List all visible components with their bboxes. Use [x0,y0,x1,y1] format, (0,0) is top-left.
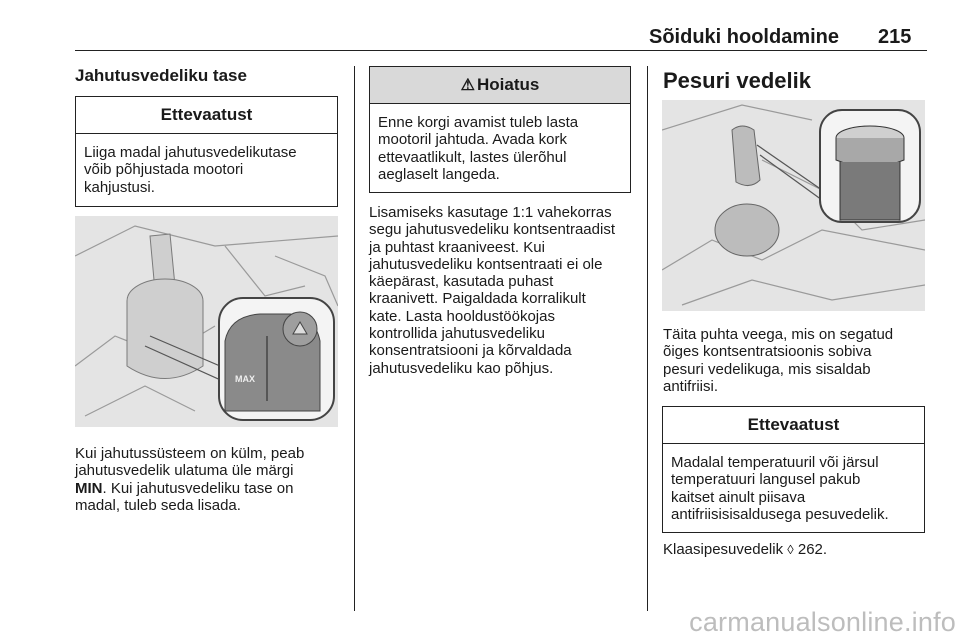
coolant-paragraph [75,445,345,514]
washer-reservoir-illustration [662,100,925,311]
paragraph-line: kraanivett. Paigaldada korralikult [369,290,586,308]
caution-text [663,444,924,533]
warning-line: Enne korgi avamist tuleb lasta [378,114,579,131]
caution-title: Ettevaatust [76,97,337,134]
paragraph-line: konsentratsiooni ja kõrvaldada [369,342,572,360]
reference-text: Klaasipesuvedelik [663,541,784,558]
chapter-title: Sõiduki hooldamine [648,26,839,48]
paragraph-line: jahutusvedeliku kontsentraati ei ole [369,255,603,273]
paragraph-line: Lisamiseks kasutage 1:1 vahekorras [369,204,612,221]
washer-paragraph [663,326,933,395]
max-mark-label: MAX [235,374,255,384]
caution-line: temperatuuri langusel pakub [671,471,861,489]
paragraph-line-rest: . Kui jahutusvedeliku tase on [102,479,294,497]
page-number: 215 [878,26,912,48]
warning-box [369,66,631,193]
paragraph-line: kate. Lasta hooldustöökojas [369,307,555,325]
paragraph-line: jahutusvedeliku kao põhjus. [369,359,554,377]
caution-line: kaitset ainult piisava [671,488,806,506]
caution-line: kahjustusi. [84,178,155,196]
warning-title: Hoiatus [477,75,540,94]
column-divider-right [647,66,648,611]
warning-line: mootoril jahtuda. Avada kork [378,131,568,149]
paragraph-line: segu jahutusvedeliku kontsentraadist [369,221,615,239]
caution-line: võib põhjustada mootori [84,161,244,179]
paragraph-line [75,480,345,497]
paragraph-line: ja puhtast kraaniveest. Kui [369,238,545,256]
paragraph-line: jahutusvedelik ulatuma üle märgi [75,462,294,480]
warning-title-bar [370,67,630,104]
header-rule [75,50,927,51]
min-mark: MIN [75,479,103,497]
paragraph-line: õiges kontsentratsioonis sobiva [663,343,872,361]
paragraph-line: pesuri vedelikuga, mis sisaldab [663,360,871,378]
paragraph-line: kontrollida jahutusvedeliku [369,325,545,343]
warning-text [370,104,630,193]
caution-text [76,134,337,206]
warning-line: ettevaatlikult, lastes ülerõhul [378,148,567,166]
watermark: carmanualsonline.info [689,607,956,637]
caution-line: Madalal temperatuuril või järsul [671,454,879,471]
caution-line: antifriisisisaldusega pesuvedelik. [671,505,889,523]
paragraph-line: Kui jahutussüsteem on külm, peab [75,445,305,462]
coolant-reservoir-illustration [75,216,338,427]
caution-line: Liiga madal jahutusvedelikutase [84,144,297,161]
paragraph-line: antifriisi. [663,377,719,395]
section-heading-washer: Pesuri vedelik [663,68,811,93]
mixing-paragraph [369,204,644,377]
paragraph-line: Täita puhta veega, mis on segatud [663,326,894,343]
caution-box-washer [662,406,925,533]
paragraph-line: madal, tuleb seda lisada. [75,496,241,514]
warning-line: aeglaselt langeda. [378,165,500,183]
warning-triangle-icon: ⚠ [460,77,475,94]
caution-title: Ettevaatust [663,407,924,444]
paragraph-line: käepärast, kasutada puhast [369,273,554,291]
section-heading-coolant: Jahutusvedeliku tase [75,66,247,85]
caution-box-coolant [75,96,338,207]
column-divider-left [354,66,355,611]
reference-page[interactable]: 262. [797,541,828,558]
cross-reference [663,541,827,558]
page-reference-icon: ◊ [787,542,794,557]
